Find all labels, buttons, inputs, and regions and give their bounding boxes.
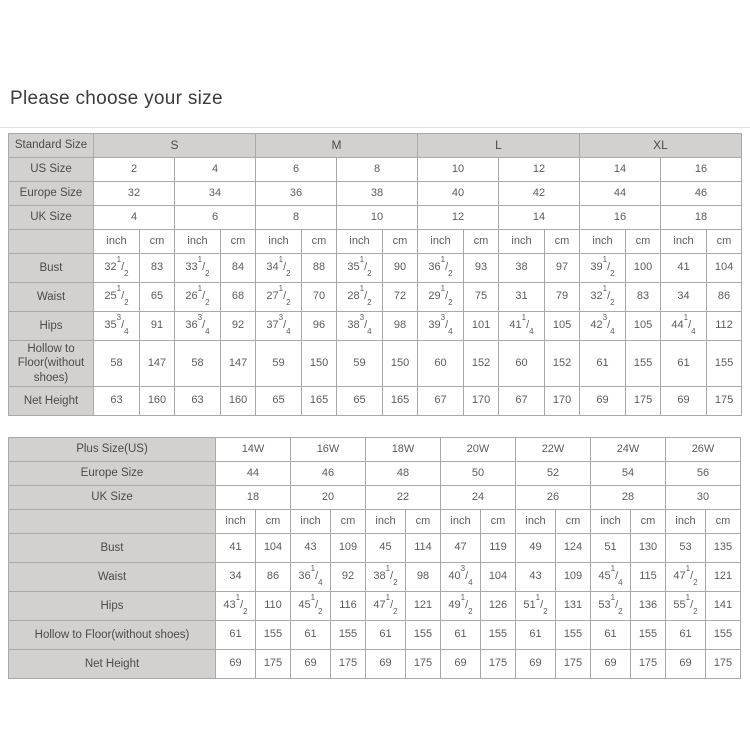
row-label: US Size [9,158,94,182]
unit-label: inch [499,230,545,254]
measure-value: 93 [464,254,499,283]
measure-value: 83 [140,254,175,283]
measure-value: 104 [707,254,742,283]
size-value: 44 [216,462,291,486]
row-label: Bust [9,534,216,563]
measure-value: 63 [94,387,140,416]
measure-value: 72 [383,283,418,312]
size-value: 48 [366,462,441,486]
measure-value: 43 [516,563,556,592]
measure-value: 104 [256,534,291,563]
measure-value: 121 [706,563,741,592]
size-value: 22 [366,486,441,510]
measure-value: 34 [216,563,256,592]
measure-value: 124 [556,534,591,563]
measure-value: 65 [256,387,302,416]
measure-value: 105 [545,312,580,341]
measure-value: 38 [499,254,545,283]
size-value: 26 [516,486,591,510]
measure-value: $33^1/_2$ [175,254,221,283]
horizontal-divider [0,127,750,128]
measure-value: 69 [216,650,256,679]
size-value: 8 [256,206,337,230]
unit-label: inch [94,230,140,254]
size-value: 18W [366,438,441,462]
size-value: 24 [441,486,516,510]
unit-label: inch [291,510,331,534]
measure-value: 61 [516,621,556,650]
measure-value: $42^3/_4$ [580,312,626,341]
unit-label: cm [464,230,499,254]
row-label: Plus Size(US) [9,438,216,462]
measure-value: 58 [175,341,221,387]
size-group-header: S [94,134,256,158]
measure-value: 86 [707,283,742,312]
size-value: 24W [591,438,666,462]
plus-size-table [8,437,741,679]
measure-value: 155 [626,341,661,387]
unit-label: inch [418,230,464,254]
measure-value: 31 [499,283,545,312]
measure-value: 69 [591,650,631,679]
measure-value: 98 [383,312,418,341]
size-value: 10 [337,206,418,230]
unit-label: cm [545,230,580,254]
size-value: 34 [175,182,256,206]
measure-value: 61 [441,621,481,650]
unit-label: cm [331,510,366,534]
measure-value: $53^1/_2$ [591,592,631,621]
measure-value: $44^1/_4$ [661,312,707,341]
size-value: 8 [337,158,418,182]
measure-value: 59 [337,341,383,387]
row-label: Standard Size [9,134,94,158]
unit-label: cm [556,510,591,534]
measure-value: $39^3/_4$ [418,312,464,341]
measure-value: 136 [631,592,666,621]
measure-value: $45^1/_4$ [591,563,631,592]
row-label: Hollow to Floor(without shoes) [9,341,94,387]
measure-value: $36^1/_4$ [291,563,331,592]
size-value: 46 [661,182,742,206]
measure-value: 61 [666,621,706,650]
measure-value: $38^3/_4$ [337,312,383,341]
row-label: Waist [9,283,94,312]
size-value: 20W [441,438,516,462]
measure-value: 58 [94,341,140,387]
measure-value: 34 [661,283,707,312]
measure-value: 104 [481,563,516,592]
unit-label: cm [221,230,256,254]
measure-value: 105 [626,312,661,341]
unit-label: cm [140,230,175,254]
measure-value: 63 [175,387,221,416]
unit-label: inch [580,230,626,254]
measure-value: 175 [406,650,441,679]
row-label: Net Height [9,387,94,416]
measure-value: 100 [626,254,661,283]
measure-value: 175 [256,650,291,679]
size-value: 2 [94,158,175,182]
size-group-header: L [418,134,580,158]
row-label-empty [9,230,94,254]
unit-label: cm [481,510,516,534]
measure-value: 165 [383,387,418,416]
measure-value: 155 [406,621,441,650]
measure-value: $47^1/_2$ [666,563,706,592]
measure-value: 69 [666,650,706,679]
measure-value: 61 [366,621,406,650]
unit-label: cm [631,510,666,534]
row-label: Hips [9,312,94,341]
measure-value: $45^1/_2$ [291,592,331,621]
measure-value: 121 [406,592,441,621]
size-value: 32 [94,182,175,206]
measure-value: 152 [545,341,580,387]
size-value: 40 [418,182,499,206]
measure-value: 109 [331,534,366,563]
measure-value: 41 [216,534,256,563]
unit-label: cm [383,230,418,254]
measure-value: 112 [707,312,742,341]
size-value: 14 [499,206,580,230]
measure-value: 59 [256,341,302,387]
size-value: 6 [175,206,256,230]
measure-value: 83 [626,283,661,312]
size-value: 12 [499,158,580,182]
measure-value: 67 [418,387,464,416]
measure-value: 150 [302,341,337,387]
size-value: 42 [499,182,580,206]
measure-value: 65 [140,283,175,312]
measure-value: 92 [331,563,366,592]
unit-label: inch [216,510,256,534]
measure-value: 175 [631,650,666,679]
unit-label: inch [661,230,707,254]
page-title: Please choose your size [10,88,223,109]
size-value: 56 [666,462,741,486]
size-value: 50 [441,462,516,486]
measure-value: 147 [140,341,175,387]
measure-value: 45 [366,534,406,563]
size-value: 16 [661,158,742,182]
size-value: 28 [591,486,666,510]
row-label: Europe Size [9,462,216,486]
row-label: Net Height [9,650,216,679]
measure-value: 43 [291,534,331,563]
measure-value: 150 [383,341,418,387]
measure-value: $51^1/_2$ [516,592,556,621]
unit-label: cm [706,510,741,534]
measure-value: 130 [631,534,666,563]
measure-value: $36^3/_4$ [175,312,221,341]
measure-value: $35^1/_2$ [337,254,383,283]
measure-value: 69 [580,387,626,416]
standard-size-table [8,133,742,416]
measure-value: 175 [626,387,661,416]
measure-value: $38^1/_2$ [366,563,406,592]
measure-value: 155 [331,621,366,650]
measure-value: 110 [256,592,291,621]
measure-value: 155 [256,621,291,650]
measure-value: 160 [221,387,256,416]
measure-value: 160 [140,387,175,416]
measure-value: 61 [661,341,707,387]
measure-value: $35^3/_4$ [94,312,140,341]
measure-value: 98 [406,563,441,592]
measure-value: $43^1/_2$ [216,592,256,621]
measure-value: 155 [706,621,741,650]
measure-value: 70 [302,283,337,312]
measure-value: 109 [556,563,591,592]
size-value: 26W [666,438,741,462]
measure-value: 90 [383,254,418,283]
measure-value: $26^1/_2$ [175,283,221,312]
measure-value: 152 [464,341,499,387]
measure-value: 75 [464,283,499,312]
measure-value: 141 [706,592,741,621]
measure-value: $25^1/_2$ [94,283,140,312]
unit-label: inch [516,510,556,534]
measure-value: 115 [631,563,666,592]
size-value: 22W [516,438,591,462]
measure-value: 51 [591,534,631,563]
size-value: 54 [591,462,666,486]
size-value: 14 [580,158,661,182]
measure-value: 126 [481,592,516,621]
size-value: 14W [216,438,291,462]
size-value: 12 [418,206,499,230]
measure-value: 65 [337,387,383,416]
size-value: 20 [291,486,366,510]
row-label: Waist [9,563,216,592]
measure-value: $37^3/_4$ [256,312,302,341]
measure-value: $47^1/_2$ [366,592,406,621]
size-group-header: M [256,134,418,158]
measure-value: 97 [545,254,580,283]
measure-value: 147 [221,341,256,387]
size-value: 36 [256,182,337,206]
measure-value: 41 [661,254,707,283]
measure-value: 61 [591,621,631,650]
size-value: 16 [580,206,661,230]
row-label: Bust [9,254,94,283]
measure-value: 175 [706,650,741,679]
measure-value: 175 [556,650,591,679]
measure-value: $28^1/_2$ [337,283,383,312]
measure-value: $32^1/_2$ [94,254,140,283]
size-value: 18 [216,486,291,510]
unit-label: cm [626,230,661,254]
size-value: 44 [580,182,661,206]
size-value: 30 [666,486,741,510]
measure-value: $29^1/_2$ [418,283,464,312]
measure-value: 84 [221,254,256,283]
row-label: Hollow to Floor(without shoes) [9,621,216,650]
measure-value: $34^1/_2$ [256,254,302,283]
measure-value: 53 [666,534,706,563]
measure-value: 101 [464,312,499,341]
measure-value: $39^1/_2$ [580,254,626,283]
measure-value: 91 [140,312,175,341]
measure-value: 114 [406,534,441,563]
measure-value: 155 [556,621,591,650]
measure-value: 79 [545,283,580,312]
measure-value: 61 [291,621,331,650]
measure-value: $40^3/_4$ [441,563,481,592]
measure-value: 131 [556,592,591,621]
measure-value: $32^1/_2$ [580,283,626,312]
size-value: 16W [291,438,366,462]
measure-value: 119 [481,534,516,563]
unit-label: inch [441,510,481,534]
measure-value: 92 [221,312,256,341]
size-value: 6 [256,158,337,182]
measure-value: 155 [631,621,666,650]
unit-label: inch [366,510,406,534]
row-label: Europe Size [9,182,94,206]
measure-value: 69 [441,650,481,679]
measure-value: 60 [499,341,545,387]
measure-value: 88 [302,254,337,283]
measure-value: 86 [256,563,291,592]
measure-value: 61 [580,341,626,387]
size-value: 4 [175,158,256,182]
size-value: 4 [94,206,175,230]
measure-value: $36^1/_2$ [418,254,464,283]
measure-value: 155 [481,621,516,650]
size-value: 46 [291,462,366,486]
row-label: Hips [9,592,216,621]
unit-label: cm [256,510,291,534]
unit-label: inch [666,510,706,534]
measure-value: 69 [291,650,331,679]
size-value: 38 [337,182,418,206]
unit-label: inch [175,230,221,254]
unit-label: cm [707,230,742,254]
measure-value: 116 [331,592,366,621]
unit-label: cm [406,510,441,534]
size-value: 18 [661,206,742,230]
measure-value: 67 [499,387,545,416]
row-label-empty [9,510,216,534]
measure-value: 68 [221,283,256,312]
measure-value: 135 [706,534,741,563]
size-value: 10 [418,158,499,182]
measure-value: 61 [216,621,256,650]
row-label: UK Size [9,486,216,510]
measure-value: 47 [441,534,481,563]
measure-value: 175 [331,650,366,679]
measure-value: $27^1/_2$ [256,283,302,312]
measure-value: 170 [545,387,580,416]
measure-value: 170 [464,387,499,416]
measure-value: 49 [516,534,556,563]
unit-label: inch [337,230,383,254]
measure-value: 69 [516,650,556,679]
size-value: 52 [516,462,591,486]
measure-value: 96 [302,312,337,341]
unit-label: inch [591,510,631,534]
measure-value: 165 [302,387,337,416]
unit-label: inch [256,230,302,254]
size-group-header: XL [580,134,742,158]
measure-value: 69 [366,650,406,679]
measure-value: 175 [707,387,742,416]
measure-value: $41^1/_4$ [499,312,545,341]
row-label: UK Size [9,206,94,230]
measure-value: $55^1/_2$ [666,592,706,621]
measure-value: $49^1/_2$ [441,592,481,621]
measure-value: 155 [707,341,742,387]
unit-label: cm [302,230,337,254]
measure-value: 60 [418,341,464,387]
measure-value: 175 [481,650,516,679]
measure-value: 69 [661,387,707,416]
